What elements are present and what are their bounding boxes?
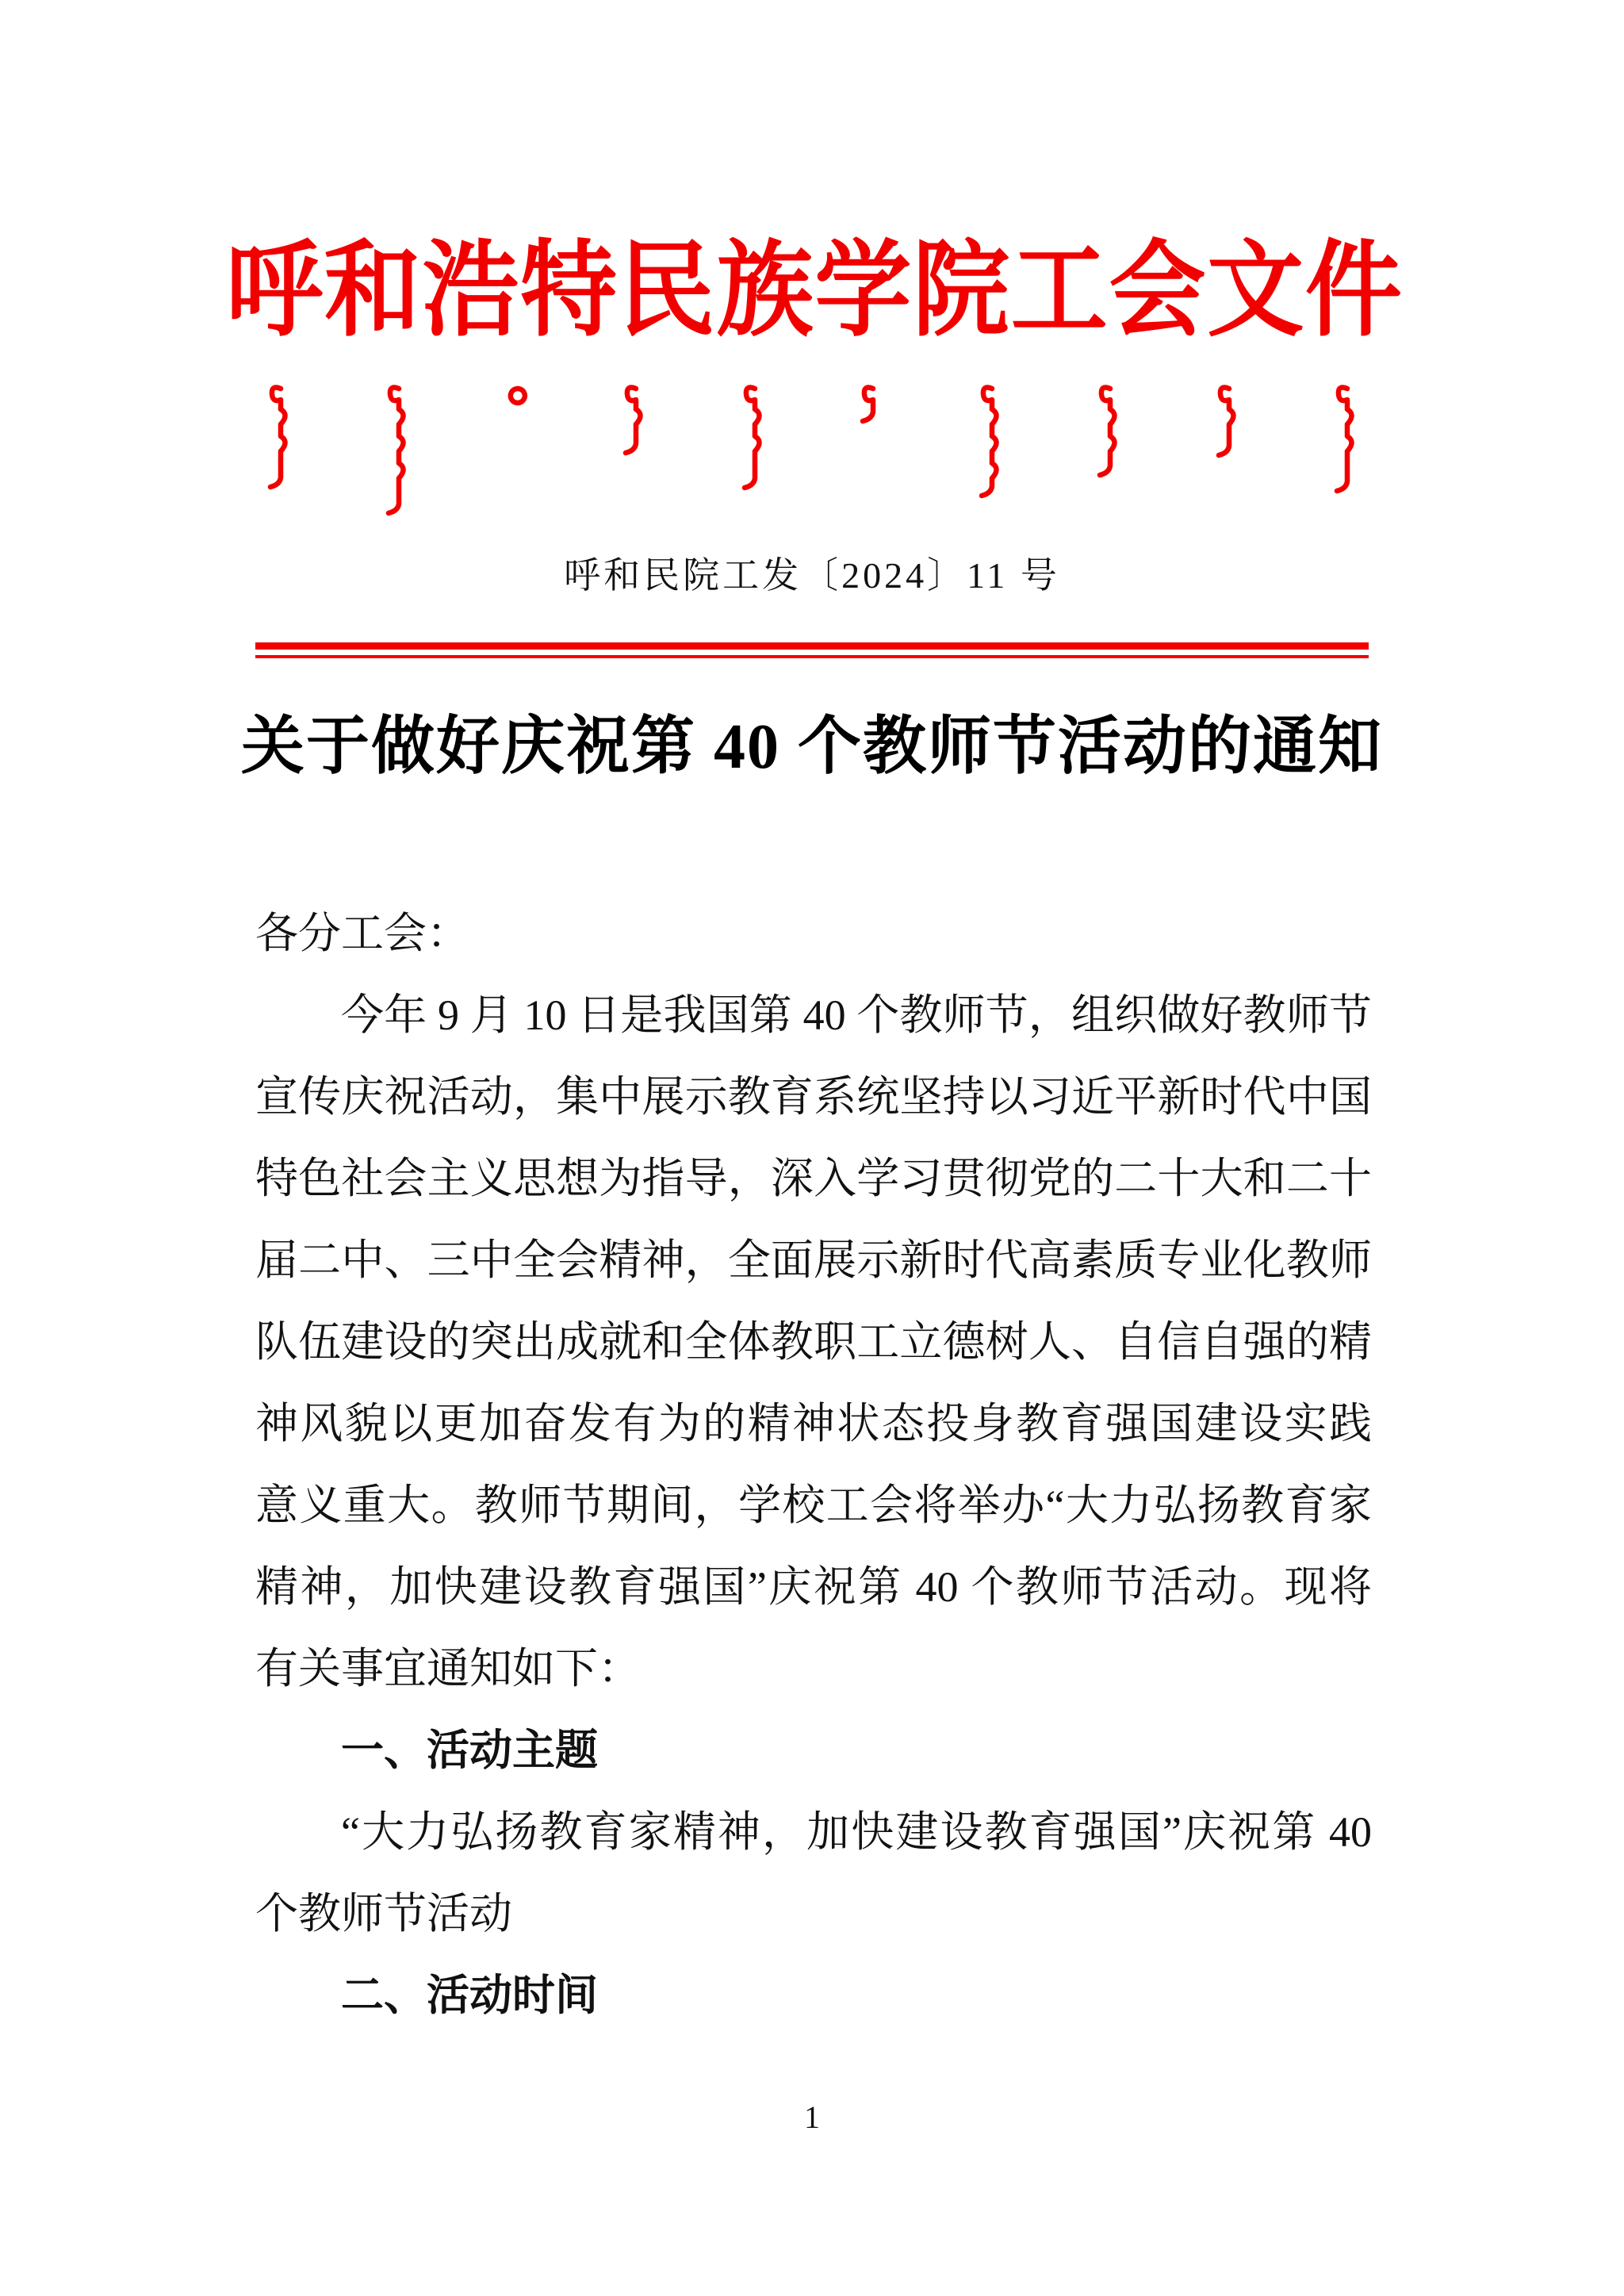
red-header-char: 学 (814, 233, 912, 350)
body-line: “大力弘扬教育家精神，加快建设教育强国”庆祝第 40 (341, 1808, 1372, 1856)
mongolian-script-column (621, 382, 651, 470)
body-line: 今年 9 月 10 日是我国第 40 个教师节，组织做好教师节 (341, 991, 1372, 1039)
body-line: 届二中、三中全会精神，全面展示新时代高素质专业化教师 (255, 1236, 1372, 1284)
body-line: 精神，加快建设教育强国”庆祝第 40 个教师节活动。现将 (255, 1563, 1372, 1611)
document-body (255, 893, 1372, 2037)
red-header-char: 院 (913, 233, 1010, 350)
red-header-char: 和 (324, 233, 421, 350)
mongolian-script-column (740, 382, 770, 504)
red-header-char: 文 (1207, 233, 1304, 350)
mongolian-script-column (503, 382, 533, 417)
mongolian-script-column (1332, 382, 1362, 508)
red-header-char: 浩 (422, 233, 519, 350)
mongolian-script-column (266, 382, 296, 504)
red-header-char: 民 (618, 233, 715, 350)
red-header-char: 工 (1010, 233, 1108, 350)
body-line: 意义重大。教师节期间，学校工会将举办“大力弘扬教育家 (255, 1481, 1372, 1529)
red-header-char: 呼 (226, 233, 323, 350)
body-line: 宣传庆祝活动，集中展示教育系统坚持以习近平新时代中国 (255, 1073, 1372, 1121)
separator-thin-line (255, 655, 1369, 658)
mongolian-script-column (384, 382, 414, 530)
body-line: 特色社会主义思想为指导，深入学习贯彻党的二十大和二十 (255, 1155, 1372, 1202)
mongolian-script-column (858, 382, 888, 438)
doc-number: 呼和民院工发〔2024〕11 号 (564, 555, 1060, 596)
red-header-char: 族 (716, 233, 814, 350)
mongolian-script-row (266, 382, 1362, 519)
body-line: 神风貌以更加奋发有为的精神状态投身教育强国建设实践 (255, 1400, 1372, 1447)
document-title: 关于做好庆祝第 40 个教师节活动的通知 (241, 712, 1383, 782)
red-header-char: 会 (1109, 233, 1206, 350)
body-line: 二、活动时间 (341, 1972, 598, 2019)
mongolian-script-column (1214, 382, 1244, 472)
red-header-char: 特 (520, 233, 618, 350)
page-number: 1 (804, 2099, 820, 2135)
separator-thick-line (255, 642, 1369, 650)
red-header-title (226, 234, 1402, 349)
body-line: 一、活动主题 (341, 1727, 598, 1774)
body-line: 各分工会： (255, 910, 469, 957)
red-separator (255, 642, 1369, 658)
body-line: 有关事宜通知如下： (255, 1645, 641, 1692)
mongolian-script-column (1095, 382, 1125, 492)
body-line: 个教师节活动 (255, 1890, 512, 1938)
mongolian-script-column (977, 382, 1007, 512)
red-header-char: 件 (1304, 233, 1402, 350)
body-line: 队伍建设的突出成就和全体教职工立德树人、自信自强的精 (255, 1318, 1372, 1366)
